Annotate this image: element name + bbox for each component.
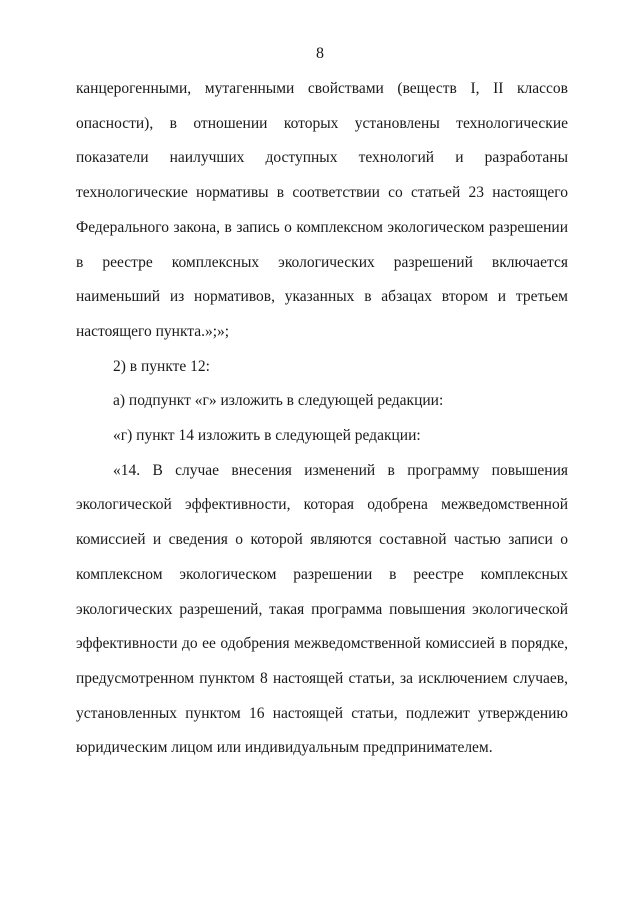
paragraph-subitem-a	[76, 384, 568, 419]
text-line: а) подпункт «г» изложить в следующей редакции:	[113, 392, 444, 410]
paragraph-item-2	[76, 350, 568, 385]
text-line: в реестре комплексных экологических разрешений включается	[76, 253, 568, 271]
text-line: комиссией и сведения о которой являются составной частью записи о	[76, 531, 568, 549]
text-line: комплексном экологическом разрешении в реестре комплексных	[76, 565, 568, 583]
text-line: юридическим лицом или индивидуальным предпринимателем.	[76, 739, 493, 757]
text-line: канцерогенными, мутагенными свойствами (веществ I, II классов	[76, 80, 568, 97]
document-body	[76, 72, 568, 766]
text-line: показатели наилучших доступных технологий и разработаны	[76, 149, 568, 167]
text-line: экологической эффективности, которая одобрена межведомственной	[76, 496, 568, 514]
text-line: 2) в пункте 12:	[113, 357, 210, 375]
text-line: наименьший из нормативов, указанных в абзацах втором и третьем	[76, 288, 568, 306]
text-line: предусмотренном пунктом 8 настоящей статьи, за исключением случаев,	[76, 669, 568, 687]
text-line: эффективности до ее одобрения межведомственной комиссией в порядке,	[76, 635, 568, 653]
paragraph-item-14	[76, 454, 568, 766]
text-line: экологических разрешений, такая программа повышения экологической	[76, 600, 568, 618]
text-line: Федерального закона, в запись о комплексном экологическом разрешении	[76, 218, 568, 236]
paragraph-continuation	[76, 72, 568, 350]
text-line: опасности), в отношении которых установлены технологические	[76, 114, 568, 132]
paragraph-subitem-g	[76, 419, 568, 454]
text-line: «14. В случае внесения изменений в программу повышения	[113, 461, 568, 479]
text-line: настоящего пункта.»;»;	[76, 322, 230, 340]
text-line: установленных пунктом 16 настоящей статьи, подлежит утверждению	[76, 704, 568, 722]
text-line: технологические нормативы в соответствии со статьей 23 настоящего	[76, 184, 568, 202]
page-number: 8	[316, 45, 324, 62]
text-line: «г) пункт 14 изложить в следующей редакции:	[113, 427, 421, 445]
